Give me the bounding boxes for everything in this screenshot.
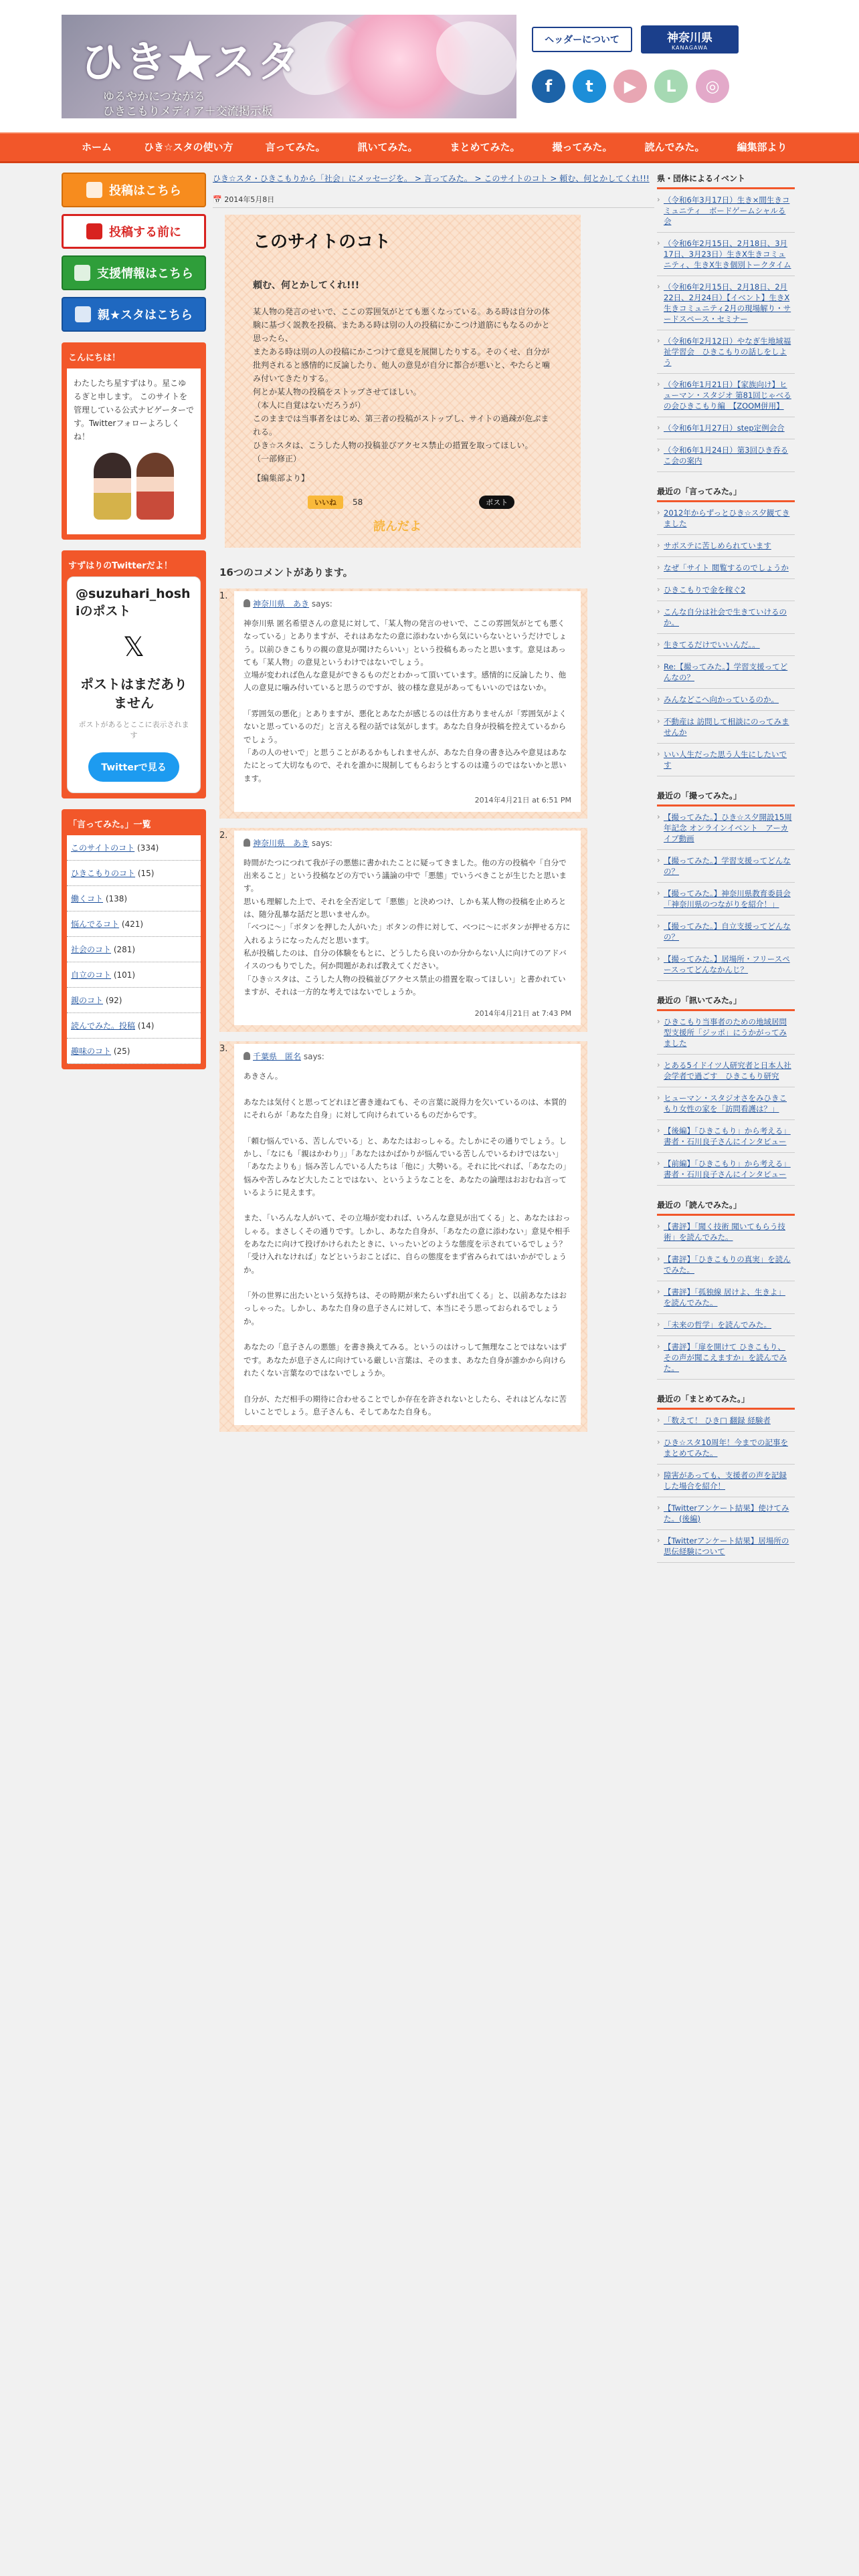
share-bar [240, 496, 566, 509]
list-item[interactable] [657, 1465, 795, 1497]
post-date: 📅 2014年5月8日 [213, 194, 654, 208]
comment-text: 神奈川県 匿名希望さんの意見に対して、「某人物の発言のせいで、ここの雰囲気がとても悪くなっている」とありますが、それはあなたの意に添わないから気にいらないというだけでしょう。以前ひきこもりの親の意見が聞けたらいい」という投稿もあったと思います。意見はあっても「某人物」の意見というわけではないでしょう。 立場が変われば色んな意見ができるものだとわかって頂いています。感情的に反論したり、他人の意見に噛み付いていると思うのですが、彼の様な意見があってもいいのではないか。 「雰囲気の悪化」とありますが、悪化とあなたが感じるのは仕方ありませんが「雰囲気がよくないと思っているのだ」と言える程の話では気がします。あなた自身が投稿を控えているからでしょう。 「あの人のせいで」と思うことがあるかもしれませんが、あなた自身の書き込みや意見はあなたにとって大切なもので、それを誰かに規制してもらおうとするのは違うのではないかと思います。 [244, 619, 567, 783]
list-link[interactable]: 障害があっても、支援者の声を記録した場合を紹介！ [664, 1471, 787, 1491]
about-header-button[interactable]: ヘッダーについて [532, 27, 632, 52]
list-link[interactable]: 【撮ってみた。】学習支援ってどんなの？ [664, 856, 791, 876]
article-category-title: このサイトのコト [253, 232, 391, 252]
category-count: (92) [105, 996, 122, 1005]
twitter-icon[interactable]: t [573, 70, 606, 103]
comment-author-link[interactable]: 千葉県 匿名 [253, 1052, 302, 1062]
nav-kiite-mita[interactable]: 訊いてみた。 [357, 141, 418, 153]
events-list [657, 189, 795, 472]
recent-kiite-list [657, 1011, 795, 1186]
recent-yonde-heading: 最近の「読んでみた。」 [657, 1199, 795, 1216]
list-item[interactable] [657, 374, 795, 417]
recent-itte-heading: 最近の「言ってみた。」 [657, 486, 795, 502]
list-item[interactable] [657, 1314, 795, 1336]
before-post-button-label: 投稿する前に [109, 225, 181, 239]
category-count: (421) [121, 920, 144, 929]
parent-icon [75, 306, 91, 322]
list-link[interactable]: 【書評】「孤独線 居けよ、生きよ」を読んでみた。 [664, 1287, 785, 1307]
category-item[interactable] [67, 1013, 201, 1039]
list-item[interactable] [657, 1336, 795, 1380]
category-link[interactable]: 親のコト [71, 996, 104, 1005]
comment-text: あきさん。 あなたは気付くと思ってどれほど書き連ねても、その言葉に説得力を欠いているのは、本質的にそれらが「あなた自身」に対して向けられているものだからです。 「頼む悩んでいる、苦しんでいる」と、あなたはおっしゃる。たしかにその通りでしょう。しかし、「なにも「親はかわり」」「あなたはかばかりが悩んでいる苦しんでいるわけではない」「あなたよりも」悩み苦しんでいる人たちは「他に」大勢いる。それに比べれば、「あなたの」悩みや苦しみなど大したことではない、というようなことを、あなたの論理はおおむね言っているように見えます。 また、「いろんな人がいて、その立場が変われば、いろんな意見が出てくる」と、あなたはおっしゃる。まさしくその通りです。しかし、あなた自身が、「あなたの意に添わない」意見や相手をあなたに向けて投げかけられたときに、いったいどのような態度を示されているでしょう？「受け入れなければ」などというおことばに、自らの態度をまず省みられてはいかがでしょうか。 「外の世界に出たいという気持ちは、その時期が来たらいずれ出てくる」と、以前あなたはおっしゃった。しかし、あなた自身の息子さんに対して、本当にそう思っておられるでしょうか。 あなたの「息子さんの悪態」を書き換えてみる。というのはけっして無理なことではないはずです。あなたが息子さんに向けている厳しい言葉は、そのまま、あなた自身が誰かから向けられたくない言葉なのではないでしょうか。 自分が、ただ相手の期待に合わせることでしか存在を許されないとしたら、それはどんなに苦しいことでしょう。息子さんも、そしてあなた自身も。 [244, 1071, 571, 1416]
category-link[interactable]: 自立のコト [71, 970, 112, 980]
category-item[interactable] [67, 1039, 201, 1064]
category-count: (25) [113, 1047, 130, 1056]
nav-editorial[interactable]: 編集部より [737, 141, 787, 153]
user-icon [244, 839, 250, 847]
category-link[interactable]: 社会のコト [71, 945, 112, 954]
list-link[interactable]: 【撮ってみた。】ひき☆ス夕開設15周年記念 オンラインイベント アーカイブ動画 [664, 813, 792, 843]
list-item[interactable] [657, 916, 795, 948]
list-item[interactable] [657, 1120, 795, 1153]
events-heading: 県・団体によるイベント [657, 173, 795, 189]
facebook-icon[interactable]: f [532, 70, 565, 103]
list-link[interactable]: 生きてるだけでいいんだ。。 [664, 640, 760, 649]
list-link[interactable]: Re:【撮ってみた。】学習支援ってどんなの？ [664, 662, 788, 682]
breadcrumb[interactable] [213, 173, 654, 185]
list-link[interactable]: （令和6年2月12日）やなぎ生地域福祉学習会 ひきこもりの話しをしよう [664, 336, 791, 367]
list-link[interactable]: 2012年からずっとひき☆ス夕観てきました [664, 508, 790, 528]
list-link[interactable]: 【撮ってみた。】自立支援ってどんなの？ [664, 922, 791, 942]
comment-meta[interactable]: 2014年4月21日 at 6:51 PM [474, 795, 571, 804]
parent-sta-button[interactable] [62, 297, 206, 332]
list-link[interactable]: 【書評】「扉を開けて ひきこもり、その声が聞こえますか」を読んでみた。 [664, 1342, 787, 1373]
like-button[interactable]: いいね [308, 496, 343, 509]
before-post-button[interactable] [62, 214, 206, 249]
list-link[interactable]: 【前編】「ひきこもり」から考える」書者・石川良子さんにインタビュー [664, 1159, 791, 1179]
list-link[interactable]: （令和6年1月27日）step定例会合 [664, 423, 785, 433]
says-label: says: [303, 1052, 324, 1062]
comment-item [219, 828, 587, 1032]
category-item[interactable] [67, 886, 201, 911]
list-item[interactable] [657, 601, 795, 634]
list-item[interactable] [657, 535, 795, 557]
twitter-account-name[interactable] [76, 585, 192, 620]
editorial-note: 【編集部より】 [253, 473, 310, 483]
list-link[interactable]: ひきこもりで金を稼ぐ2 [664, 585, 746, 595]
list-item[interactable] [657, 883, 795, 916]
category-link[interactable]: ひきこもりのコト [71, 869, 136, 878]
list-link[interactable]: （令和6年2月15日、2月18日、2月22日、2月24日）【イベント】生きX生きコミュニティ2月の現場解り・サードスペース・セミナー [664, 282, 791, 324]
list-item[interactable] [657, 656, 795, 689]
nav-totte-mita[interactable]: 撮ってみた。 [552, 141, 613, 153]
list-link[interactable]: 【後編】「ひきこもり」から考える」書者・石川良子さんにインタビュー [664, 1126, 791, 1146]
nav-howto[interactable]: ひき☆スタの使い方 [144, 141, 233, 153]
breadcrumb-link[interactable]: ひき☆スタ・ひきこもりから「社会」にメッセージを。 > 言ってみた。 > このサイトのコト > 頼む、何とかしてくれ!!! [213, 174, 650, 183]
category-count: (138) [105, 894, 128, 903]
pencil-icon [86, 182, 102, 198]
right-sidebar [657, 173, 795, 1563]
recent-yonde-list [657, 1216, 795, 1380]
twitter-empty-sub: ポストがあるとここに表示されます [78, 720, 189, 740]
category-item[interactable] [67, 988, 201, 1013]
list-item[interactable] [657, 850, 795, 883]
list-item[interactable] [657, 1410, 795, 1432]
nav-yonde-mita[interactable]: 読んでみた。 [644, 141, 705, 153]
list-item[interactable] [657, 1216, 795, 1249]
list-item[interactable] [657, 711, 795, 744]
category-count: (101) [113, 970, 136, 980]
hello-box-body [67, 368, 201, 534]
kanagawa-label: 神奈川県 [667, 31, 712, 45]
list-item[interactable] [657, 330, 795, 374]
comment-author [244, 598, 571, 609]
navigator-character-2 [136, 453, 174, 520]
support-info-button-label: 支援情報はこちら [97, 267, 193, 281]
comment-number: 1. [219, 591, 228, 601]
list-link[interactable]: （令和6年1月21日）【家族向け】ヒューマン・スタジオ 第81回じゃべるの会ひきこもり編 【ZOOM併用】 [664, 380, 791, 411]
instagram-icon[interactable]: ◎ [696, 70, 729, 103]
list-item[interactable] [657, 189, 795, 233]
list-link[interactable]: 【書評】「ひきこもりの真実」を読んでみた。 [664, 1255, 791, 1275]
list-link[interactable]: 「未来の哲学」を読んでみた。 [664, 1320, 771, 1329]
comment-card [234, 591, 581, 812]
comment-number: 2. [219, 830, 228, 841]
says-label: says: [311, 838, 332, 848]
hello-box [62, 342, 206, 540]
support-info-button[interactable] [62, 255, 206, 290]
category-item[interactable] [67, 835, 201, 861]
hello-box-title: こんにちは！ [68, 353, 121, 363]
list-link[interactable]: なぜ「サイト 閲覧するのでしょうか [664, 563, 789, 572]
list-item[interactable] [657, 1153, 795, 1186]
recent-totte-list [657, 807, 795, 981]
site-title: ひき★スタ [80, 37, 301, 88]
site-subtitle-1: ゆるやかにつながる [103, 90, 205, 104]
list-link[interactable]: 【書評】「聞く技術 聞いてもらう技術」を読んでみた。 [664, 1222, 785, 1242]
kanagawa-pref-button[interactable] [641, 25, 739, 53]
site-banner[interactable] [62, 15, 516, 118]
list-item[interactable] [657, 1249, 795, 1281]
user-icon [244, 599, 250, 607]
comments-heading: 16つのコメントがあります。 [219, 566, 353, 578]
comment-card [234, 831, 581, 1025]
category-count: (14) [137, 1021, 155, 1031]
twitter-box [62, 550, 206, 798]
list-link[interactable]: 【Twitterアンケート結果】使けてみた。(後編) [664, 1503, 789, 1523]
article-body: 某人物の発言のせいで、ここの雰囲気がとても悪くなっている。ある時は自分の体験に基づく説教を投稿、またある時は別の人の投稿にかこつけ道筋にもなるのかと思ったら、 またある時は別の人の投稿にかこつけて意見を展開したりする。そのくせ、自分が批判されると感情的に反論したり、他人の意見が自分に都合が悪いと、やたらと噛み付いてきたりする。 何とか某人物の投稿をストップさせてほしい。 （本人に自覚はないだろうが） このままでは当事者をはじめ、第三者の投稿がストップし、サイトの過疎が危ぶまれる。 ひき☆スタは、こうした人物の投稿並びアクセス禁止の措置を取ってほしい。 （一部修正） [253, 307, 551, 463]
list-item[interactable] [657, 744, 795, 776]
category-count: (281) [113, 945, 136, 954]
nav-home[interactable]: ホーム [82, 141, 112, 153]
list-link[interactable]: （令和6年3月17日）生き×間生きコミュニティ ボードゲームシャルる会 [664, 195, 790, 226]
list-item[interactable] [657, 948, 795, 981]
category-count: (334) [137, 843, 159, 853]
list-link[interactable]: （令和6年2月15日、2月18日、3月17日、3月23日）生きX生きコミュニティ、生きX生き個別トークタイム [664, 239, 791, 270]
x-logo-icon: 𝕏 [122, 632, 145, 663]
list-item[interactable] [657, 1497, 795, 1530]
recent-matome-heading: 最近の「まとめてみた。」 [657, 1393, 795, 1410]
article [225, 215, 581, 548]
twitter-box-title: すずはりのTwitterだよ！ [68, 561, 173, 571]
list-link[interactable]: ひきこもり当事者のための地域居問型支援所「ジッポ」にうかがってみました [664, 1017, 787, 1048]
recent-matome-list [657, 1410, 795, 1563]
category-list [67, 835, 201, 1064]
list-link[interactable]: こんな自分は社会で生きていけるのか。 [664, 607, 787, 627]
list-item[interactable] [657, 689, 795, 711]
list-link[interactable]: ヒューマン・スタジオさをみひきこもり女性の家を「訪問看護は？」 [664, 1093, 787, 1113]
list-item[interactable] [657, 276, 795, 330]
nav-itte-mita[interactable]: 言ってみた。 [265, 141, 326, 153]
list-item[interactable] [657, 1087, 795, 1120]
main-content [213, 173, 654, 1432]
line-icon[interactable]: L [654, 70, 688, 103]
category-link[interactable]: 働くコト [71, 894, 104, 903]
post-button[interactable] [62, 173, 206, 207]
article-title: 頼む、何とかしてくれ!!! [253, 280, 360, 291]
post-date-value: 2014年5月8日 [224, 195, 275, 204]
list-item[interactable] [657, 1432, 795, 1465]
view-on-twitter-button[interactable]: Twitterで見る [88, 752, 179, 782]
post-button-label: 投稿はこちら [109, 184, 181, 198]
list-link[interactable]: 【撮ってみた。】神奈川県教育委員会「神奈川県のつながりを紹介！」 [664, 889, 791, 909]
list-item[interactable] [657, 579, 795, 601]
list-link[interactable]: いい人生だった思う人生にしたいです [664, 750, 787, 770]
site-header [0, 0, 859, 132]
list-item[interactable] [657, 807, 795, 850]
user-icon [244, 1052, 250, 1060]
recent-itte-list [657, 502, 795, 776]
list-link[interactable]: 【撮ってみた。】居場所・フリースペースってどんなかんじ？ [664, 954, 790, 974]
kanagawa-small-label: KANAGAWA [671, 45, 708, 51]
category-link[interactable]: 読んでみた。投稿 [71, 1021, 136, 1031]
list-item[interactable] [657, 1011, 795, 1055]
parent-sta-button-label: 親★スタはこちら [97, 308, 193, 322]
comment-author [244, 837, 571, 849]
comment-number: 3. [219, 1044, 228, 1055]
category-item[interactable] [67, 937, 201, 962]
category-link[interactable]: このサイトのコト [71, 843, 135, 853]
comment-item [219, 588, 587, 819]
category-link[interactable]: 悩んでるコト [71, 920, 120, 929]
list-item[interactable] [657, 502, 795, 535]
list-link[interactable]: 【Twitterアンケート結果】居場所の思伝経験について [664, 1536, 789, 1556]
list-link[interactable]: サポステに苦しめられています [664, 541, 771, 550]
recent-totte-heading: 最近の「撮ってみた。」 [657, 790, 795, 807]
list-item[interactable] [657, 417, 795, 439]
twitter-handle-suffix: のポスト [80, 604, 131, 619]
site-subtitle-2: ひきこもりメディア＋交流掲示板 [103, 105, 273, 118]
category-box [62, 809, 206, 1069]
list-link[interactable]: ひき☆スタ10周年！今までの記事をまとめてみた。 [664, 1438, 788, 1458]
list-item[interactable] [657, 1530, 795, 1563]
category-item[interactable] [67, 911, 201, 937]
comment-meta[interactable]: 2014年4月21日 at 7:43 PM [474, 1009, 571, 1018]
like-count: 58 [353, 498, 363, 507]
comment-text: 時間がたつにつれて我が子の悪態に書かれたことに疑ってきました。他の方の投稿や「自分で出来ること」という投稿などの方でいう議論の中で「悪態」でいうべきことが生じたと思います。 思いも理解した上で、それを全否定して「悪態」と決めつけ、しかも某人物の投稿を止めろとは、随分乱暴な話だと思いませんか。 「べつに〜」「ボタンを押した人がいた」ボタンの件に対して、べつに〜にボタンが押せる方に入れるようになったんだと思います。 私が投稿したのは、自分の体験をもとに、どうしたら良いのか分からない人に向けてのアドバイスのつもりでした。何か問題があれば教えてください。 「ひき☆スタは、こうした人物の投稿並びアクセス禁止の措置を取ってほしい」と書かれていますが、それは一方的な考えではないでしょうか。 [244, 857, 571, 996]
list-item[interactable] [657, 1055, 795, 1087]
list-item[interactable] [657, 233, 795, 276]
says-label: says: [311, 599, 332, 609]
left-sidebar [62, 173, 206, 1069]
list-link[interactable]: 「数えて！ ひき□ 翻録 経験者 [664, 1416, 771, 1425]
navigator-characters [74, 453, 194, 526]
list-link[interactable]: とある5イドイツ人研究者と日本人社会学者で過ごす ひきこもり研究 [664, 1061, 791, 1081]
list-item[interactable] [657, 557, 795, 579]
category-link[interactable]: 趣味のコト [71, 1047, 112, 1056]
support-icon [74, 265, 90, 281]
comment-item [219, 1041, 587, 1432]
category-box-title: 「言ってみた。」一覧 [68, 820, 151, 830]
comment-author [244, 1051, 571, 1062]
nav-matomete-mita[interactable]: まとめてみた。 [450, 141, 520, 153]
global-nav [0, 132, 859, 163]
category-item[interactable] [67, 962, 201, 988]
comment-author-link[interactable]: 神奈川県 あき [253, 838, 310, 848]
twitter-empty-headline: ポストはまだありません [80, 676, 187, 711]
list-item[interactable] [657, 634, 795, 656]
comment-card [234, 1044, 581, 1425]
list-link[interactable]: みんなどこへ向かっているのか。 [664, 695, 779, 704]
youtube-icon[interactable]: ▶ [613, 70, 647, 103]
x-post-button[interactable]: ポスト [479, 496, 514, 509]
category-item[interactable] [67, 861, 201, 886]
hello-text: わたしたち星すずはり。星こゆるぎと申します。 このサイトを管理している公式ナビゲーターです。Twitterフォローよろしくね！ [74, 379, 195, 441]
list-link[interactable]: 不動産は 訪問して相談にのってみませんか [664, 717, 789, 737]
warning-icon [86, 223, 102, 239]
twitter-embed[interactable] [67, 576, 201, 793]
comment-author-link[interactable]: 神奈川県 あき [253, 599, 310, 609]
read-stamp[interactable]: 読んだよ [373, 520, 421, 534]
category-count: (15) [137, 869, 155, 878]
recent-kiite-heading: 最近の「訊いてみた。」 [657, 994, 795, 1011]
twitter-handle: @suzuhari_hoshi [76, 586, 191, 619]
navigator-character-1 [94, 453, 131, 520]
list-link[interactable]: （令和6年1月24日）第3回ひき呑るこ会の案内 [664, 445, 789, 465]
list-item[interactable] [657, 1281, 795, 1314]
list-item[interactable] [657, 439, 795, 472]
